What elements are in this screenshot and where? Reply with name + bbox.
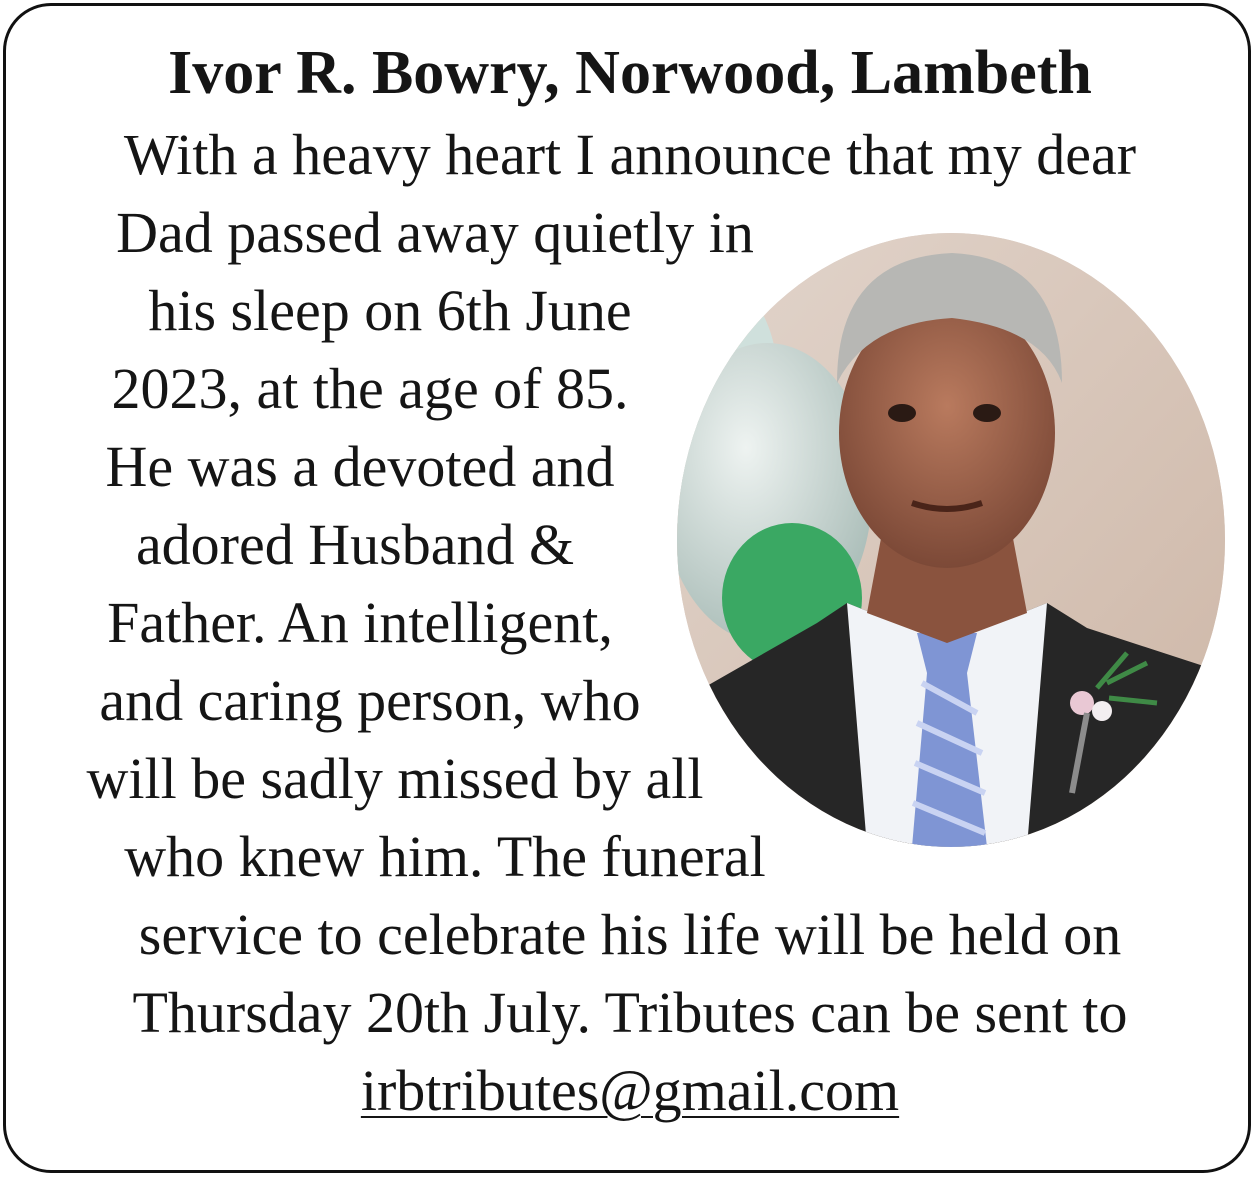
notice-line-10: who knew him. The funeral [124, 824, 766, 889]
notice-line-2: Dad passed away quietly in [116, 200, 754, 265]
notice-line-11: service to celebrate his life will be held on [138, 902, 1122, 967]
notice-line-12: Thursday 20th July. Tributes can be sent to [132, 980, 1128, 1045]
notice-line-9: will be sadly missed by all [86, 746, 704, 811]
notice-line-5: He was a devoted and [105, 434, 615, 499]
notice-title: Ivor R. Bowry, Norwood, Lambeth [168, 39, 1092, 107]
notice-line-6: adored Husband & [135, 512, 575, 577]
notice-line-1: With a heavy heart I announce that my dear [123, 122, 1137, 187]
notice-line-8: and caring person, who [99, 668, 641, 733]
portrait-illustration [677, 233, 1225, 847]
tribute-email-link[interactable]: irbtributes@gmail.com [360, 1058, 900, 1123]
portrait-photo [677, 233, 1225, 847]
notice-line-7: Father. An intelligent, [107, 590, 613, 655]
notice-line-4: 2023, at the age of 85. [111, 356, 629, 421]
notice-line-3: his sleep on 6th June [148, 278, 632, 343]
